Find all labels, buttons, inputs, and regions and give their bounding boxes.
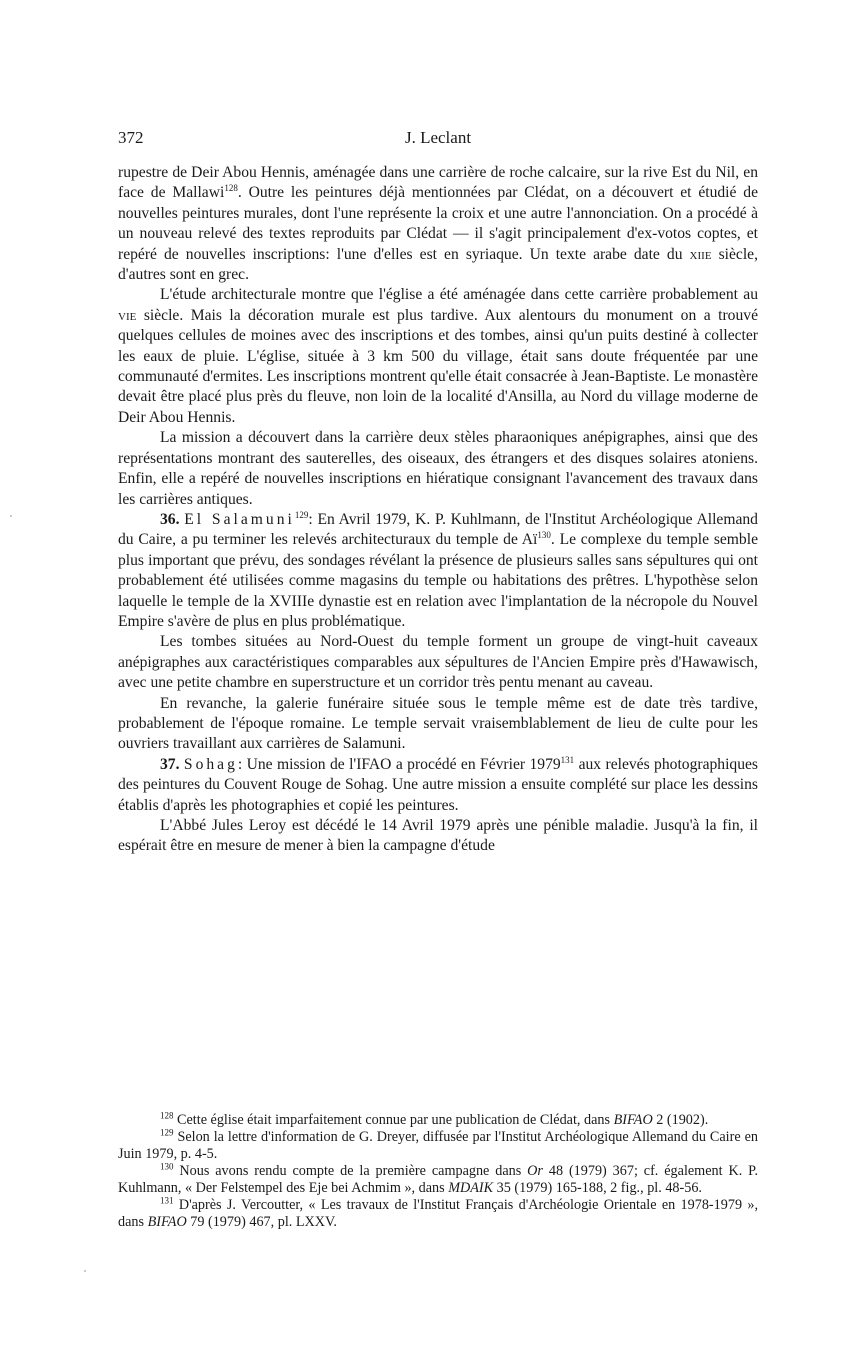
- footnote-text: D'après J. Vercoutter, « Les travaux de l'Institut Français d'Archéologie Orientale en 1978-1979 », dans: [118, 1197, 758, 1230]
- footnote-ref-131[interactable]: 131: [560, 754, 575, 765]
- paragraph-3: La mission a découvert dans la carrière deux stèles pharaoniques anépigraphes, ainsi que des représentations montrant des sauterelles, des oiseaux, des étrangers et des disques solaires atoniens. Enfin, elle a repéré de nouvelles inscriptions en hiératique consignant l'avancement des travaux dans les carrières antiques.: [118, 429, 758, 508]
- footnote-ref-129[interactable]: 129: [294, 509, 309, 520]
- section-number: 37.: [160, 755, 180, 773]
- journal-title: BIFAO: [147, 1214, 187, 1230]
- footnote-number: 128: [160, 1110, 174, 1121]
- paragraph-1: [118, 163, 758, 285]
- footnotes: [118, 1112, 758, 1231]
- footnote-text: 35 (1979) 165-188, 2 fig., pl. 48-56.: [493, 1180, 702, 1196]
- footnote-text: 48 (1979) 367; cf. également K. P. Kuhlmann, « Der Felstempel des Eje bei Achmim », dans: [118, 1163, 758, 1196]
- footnote-ref-128[interactable]: 128: [224, 183, 238, 194]
- footnote-text: Selon la lettre d'information de G. Dreyer, diffusée par l'Institut Archéologique Allemand du Caire en Juin 1979, p. 4-5.: [118, 1129, 758, 1162]
- page-number: 372: [118, 128, 144, 147]
- footnote-number: 129: [160, 1127, 174, 1138]
- footnote-text: Cette église était imparfaitement connue par une publication de Clédat, dans: [173, 1112, 614, 1128]
- paragraph-7: [118, 755, 758, 816]
- footnote-128: [118, 1112, 758, 1129]
- footnote-text: 2 (1902).: [652, 1112, 709, 1128]
- paragraph-text: . Outre les peintures déjà mentionnées par Clédat, on a découvert et étudié de nouvelles peintures murales, dont l'une représente la croix et une autre l'annonciation. On a procédé à un nouveau relevé des textes reproduits par Clédat — il s'agit principalement d'ex-votos coptes, et repéré de nouvelles inscriptions: l'une d'elles est en syriaque. Un texte arabe date du: [118, 184, 758, 263]
- footnote-130: [118, 1163, 758, 1197]
- paragraph-text: : Une mission de l'IFAO a procédé en Février 1979: [237, 755, 561, 773]
- footnote-number: 130: [160, 1161, 174, 1172]
- century-numeral: vie: [118, 306, 137, 324]
- paragraph-5: Les tombes situées au Nord-Ouest du temple forment un groupe de vingt-huit caveaux anépigraphes aux caractéristiques comparables aux sépultures de l'Ancien Empire près d'Hawawisch, avec une petite chambre en superstructure et un corridor très pentu menant au caveau.: [118, 633, 758, 692]
- site-name: El Salamuni: [184, 510, 295, 528]
- journal-title: MDAIK: [448, 1180, 494, 1196]
- running-head-author: J. Leclant: [404, 128, 472, 147]
- paragraph-text: L'étude architecturale montre que l'église a été aménagée dans cette carrière probablement au: [160, 286, 758, 304]
- paragraph-text: rupestre de Deir Abou Hennis, aménagée dans une carrière de roche calcaire, sur la rive Est du Nil, en face de Mallawi: [118, 164, 758, 202]
- journal-title: Or: [527, 1163, 543, 1179]
- scan-speck: [10, 515, 12, 517]
- paragraph-text: aux relevés photographiques des peintures du Couvent Rouge de Sohag. Une autre mission a ensuite complété sur place les dessins établis d'après les photographies et copié les peintures.: [118, 755, 758, 814]
- footnote-text: Nous avons rendu compte de la première campagne dans: [173, 1163, 528, 1179]
- century-numeral: xiie: [689, 245, 712, 263]
- paragraph-text: siècle, d'autres sont en grec.: [118, 245, 758, 284]
- site-name: Sohag: [183, 755, 238, 773]
- paragraph-4: [118, 510, 758, 632]
- paragraph-text: . Le complexe du temple semble plus important que prévu, des sondages révélant la présence de plusieurs salles sans sépultures qui ont probablement été utilisées comme magasins du temple ou habitations des prêtres. L'hypothèse selon laquelle le temple de la XVIIIe dynastie est en relation avec l'implantation de la nécropole du Nouvel Empire s'avère de plus en plus problématique.: [118, 531, 758, 630]
- footnote-129: [118, 1129, 758, 1163]
- running-header: [118, 128, 758, 152]
- paragraph-8: L'Abbé Jules Leroy est décédé le 14 Avril 1979 après une pénible maladie. Jusqu'à la fin, il espérait être en mesure de mener à bien la campagne d'étude: [118, 817, 758, 855]
- footnote-number: 131: [160, 1195, 174, 1206]
- paragraph-text: siècle. Mais la décoration murale est plus tardive. Aux alentours du monument on a trouvé quelques cellules de moines avec des inscriptions et des tombes, ainsi qu'un puits destiné à collecter les eaux de pluie. L'église, située à 3 km 500 du village, était sans doute fréquentée par une communauté d'ermites. Les inscriptions montrent qu'elle était consacrée à Jean-Baptiste. Le monastère devait être placé plus près du fleuve, non loin de la localité d'Ansilla, au Nord du village moderne de Deir Abou Hennis.: [118, 306, 758, 426]
- paragraph-text: : En Avril 1979, K. P. Kuhlmann, de l'Institut Archéologique Allemand du Caire, a pu terminer les relevés architecturaux du temple de Aï: [118, 510, 758, 549]
- paragraph-2: [118, 285, 758, 428]
- paragraph-6: En revanche, la galerie funéraire située sous le temple même est de date très tardive, probablement de l'époque romaine. Le temple servait vraisemblablement de lieu de culte pour les ouvriers travaillant aux carrières de Salamuni.: [118, 694, 758, 753]
- body-text: [118, 163, 758, 857]
- section-number: 36.: [160, 510, 180, 528]
- scan-speck: [84, 1270, 86, 1272]
- footnote-text: 79 (1979) 467, pl. LXXV.: [186, 1214, 337, 1230]
- journal-title: BIFAO: [613, 1112, 653, 1128]
- footnote-ref-130[interactable]: 130: [537, 530, 551, 541]
- footnote-131: [118, 1197, 758, 1231]
